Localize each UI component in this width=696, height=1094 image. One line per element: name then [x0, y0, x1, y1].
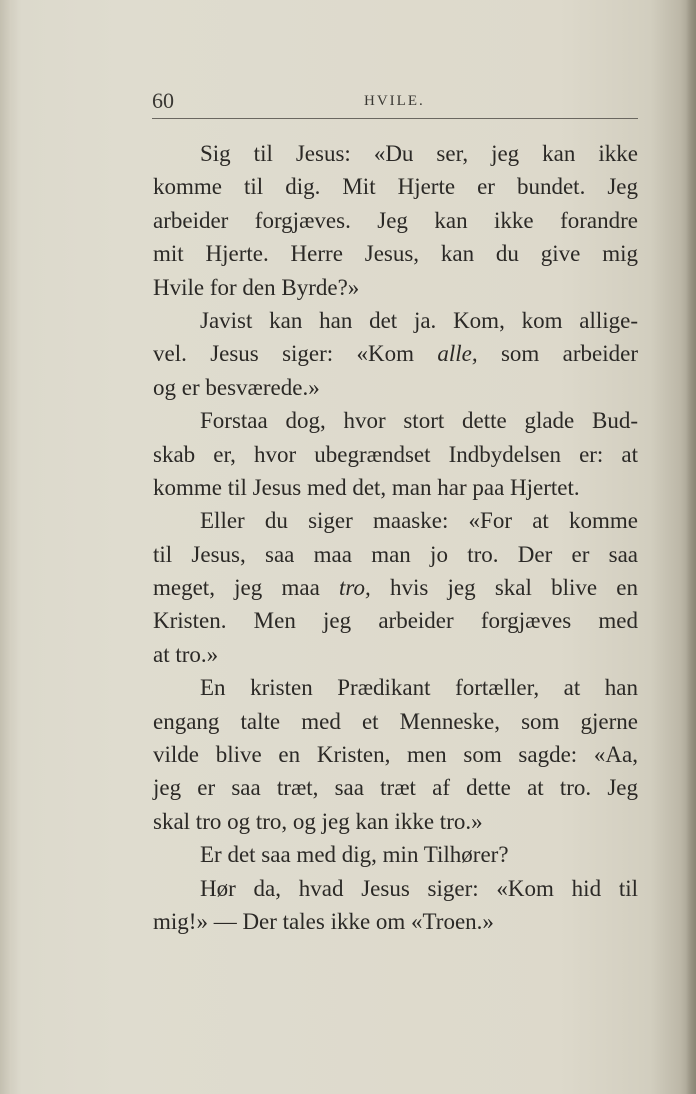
text-segment: hvis jeg skal blive en: [370, 575, 639, 601]
text-line: komme til Jesus med det, man har paa Hjertet.: [153, 474, 580, 500]
text-segment: som arbeider: [477, 341, 638, 367]
text-line: arbeider forgjæves. Jeg kan ikke forandre: [153, 207, 638, 233]
body-text: [153, 137, 638, 938]
text-line: Eller du siger maaske: «For at komme: [200, 508, 638, 534]
text-line: at tro.»: [153, 641, 219, 667]
text-line: Javist kan han det ja. Kom, kom allige-: [200, 307, 638, 333]
emphasis-text: alle,: [437, 341, 478, 367]
text-line: jeg er saa træt, saa træt af dette at tro. Jeg: [153, 775, 638, 801]
text-segment: vel. Jesus siger: «Kom: [153, 341, 438, 367]
text-line: [153, 571, 638, 604]
text-line: til Jesus, saa maa man jo tro. Der er saa: [153, 541, 638, 567]
text-line: Hvile for den Byrde?»: [153, 274, 360, 300]
text-line: og er besværede.»: [153, 374, 320, 400]
text-line: mig!» — Der tales ikke om «Troen.»: [153, 908, 494, 934]
page-header: [152, 88, 638, 119]
text-line: Hør da, hvad Jesus siger: «Kom hid til: [200, 875, 638, 901]
text-line: [153, 337, 638, 370]
text-line: Er det saa med dig, min Tilhører?: [200, 842, 509, 868]
page-binding-shadow: [0, 0, 18, 1094]
emphasis-text: tro,: [339, 575, 371, 601]
text-line: skab er, hvor ubegrændset Indbydelsen er: at: [153, 441, 638, 467]
text-segment: meget, jeg maa: [153, 575, 339, 601]
running-head: HVILE.: [364, 93, 425, 109]
text-line: Sig til Jesus: «Du ser, jeg kan ikke: [200, 141, 638, 166]
text-line: En kristen Prædikant fortæller, at han: [200, 675, 638, 701]
page-edge-shadow: [686, 0, 696, 1094]
text-line: skal tro og tro, og jeg kan ikke tro.»: [153, 808, 483, 834]
text-line: engang talte med et Menneske, som gjerne: [153, 708, 638, 734]
text-line: mit Hjerte. Herre Jesus, kan du give mig: [153, 241, 638, 267]
text-line: Kristen. Men jeg arbeider forgjæves med: [153, 608, 638, 634]
text-line: vilde blive en Kristen, men som sagde: «Aa,: [153, 742, 638, 768]
text-line: komme til dig. Mit Hjerte er bundet. Jeg: [153, 174, 638, 200]
page-number: 60: [152, 88, 174, 113]
text-line: Forstaa dog, hvor stort dette glade Bud-: [200, 408, 638, 434]
